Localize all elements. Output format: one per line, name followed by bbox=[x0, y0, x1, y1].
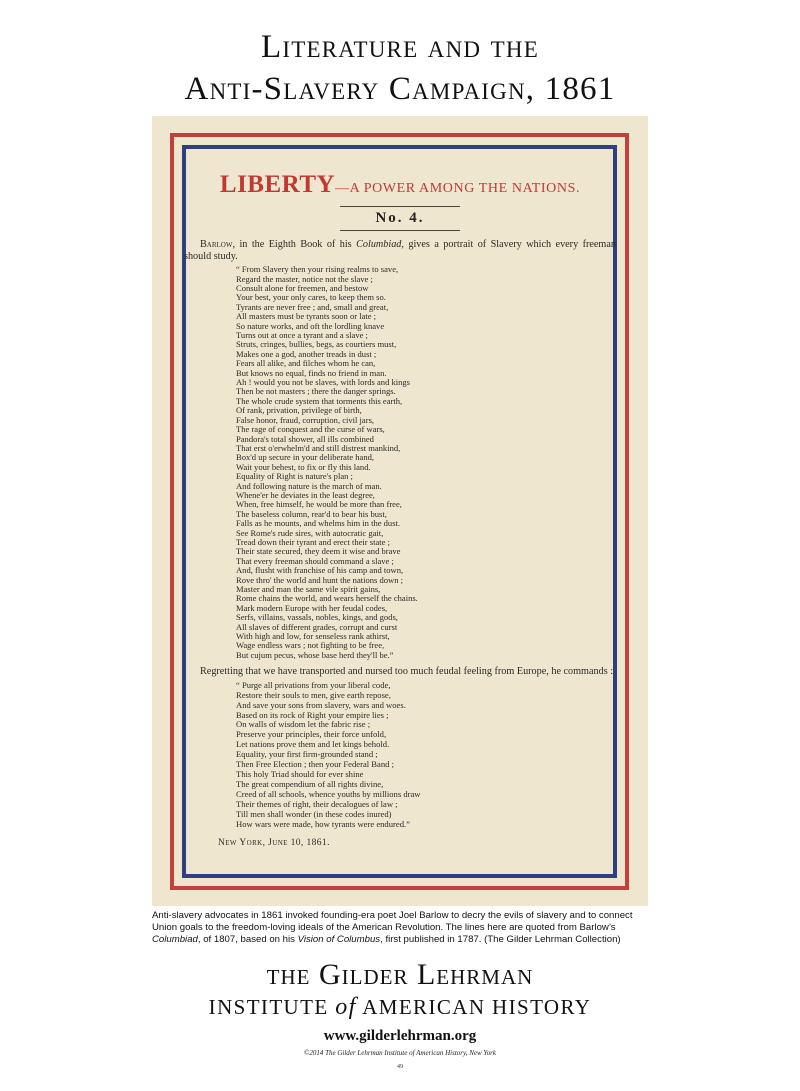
intro-lead: Barlow bbox=[200, 239, 233, 250]
caption bbox=[152, 910, 652, 946]
broadside-title bbox=[180, 172, 620, 202]
poem-line: All slaves of different grades, corrupt and curst bbox=[236, 621, 398, 632]
poem-line: This holy Triad should for ever shine bbox=[236, 769, 364, 779]
intro-text-2: , gives a portrait of Slavery which every freeman should study. bbox=[184, 239, 616, 262]
broadside-title-main: LIBERTY bbox=[219, 171, 336, 198]
poem-line: Rome chains the world, and wears herself the chains. bbox=[236, 593, 418, 604]
poem-line: Struts, cringes, bullies, begs, as courtiers must, bbox=[236, 339, 397, 350]
logo-institute-of: of bbox=[335, 994, 357, 1020]
poem-line: Preserve your principles, their force unfold, bbox=[236, 729, 387, 740]
poem-line: Creed of all schools, whence youths by millions draw bbox=[236, 788, 421, 799]
poem-line: On walls of wisdom let the fabric rise ; bbox=[236, 719, 371, 730]
poem-line: Makes one a god, another treads in dust ; bbox=[236, 348, 377, 359]
caption-italic-2: Vision of Columbus bbox=[297, 934, 381, 945]
poem-line: False honor, fraud, corruption, civil jars, bbox=[236, 414, 375, 425]
logo-institute-a: INSTITUTE bbox=[208, 995, 336, 1019]
caption-text-1: Anti-slavery advocates in 1861 invoked founding-era poet Joel Barlow to decry the evils of slavery and to connect Union goals to the freedom-loving ideals of the American Revolution. The lines here are quoted from Barlow’s bbox=[152, 910, 633, 933]
poem-line: Wage endless wars ; not fighting to be free, bbox=[236, 640, 385, 651]
website-link[interactable]: www.gilderlehrman.org bbox=[323, 1028, 477, 1044]
page-number: 49 bbox=[397, 1064, 403, 1070]
poem-line: Then Free Election ; then your Federal Band ; bbox=[236, 759, 394, 770]
poem-line: Consult alone for freemen, and bestow bbox=[236, 283, 369, 293]
poem-line: Their state secured, they deem it wise and brave bbox=[236, 546, 401, 557]
broadside-image bbox=[152, 116, 648, 906]
page-title bbox=[0, 26, 800, 110]
poem-line: But knows no equal, finds no friend in man. bbox=[236, 367, 387, 378]
poem-line: Your best, your only cares, to keep them so. bbox=[236, 292, 386, 303]
poem-line: All masters must be tyrants soon or late ; bbox=[236, 311, 377, 322]
poem-line: Tyrants are never free ; and, small and great, bbox=[236, 301, 389, 312]
number-rule bbox=[340, 230, 460, 231]
poem-line: When, free himself, he would be more than free, bbox=[236, 499, 402, 510]
caption-text-2: , of 1807, based on his bbox=[197, 934, 298, 945]
poem-line: Their themes of right, their decalogues of law ; bbox=[236, 798, 398, 809]
poem-line: Pandora's total shower, all ills combined bbox=[236, 433, 374, 444]
poem-line: The baseless column, rear'd to bear his bust, bbox=[236, 508, 387, 519]
page-title-line-2: Anti-Slavery Campaign, 1861 bbox=[184, 71, 616, 107]
poem-line: Box'd up secure in your deliberate hand, bbox=[236, 452, 375, 463]
poem-line: “ From Slavery then your rising realms to save, bbox=[236, 264, 399, 275]
poem-line: And, flusht with franchise of his camp and town, bbox=[236, 565, 404, 576]
intro-italic: Columbiad bbox=[356, 239, 402, 250]
poem-line: Then be not masters ; there the danger springs. bbox=[236, 386, 396, 397]
poem-line: So nature works, and oft the lordling knave bbox=[236, 320, 385, 331]
poem-line: How wars were made, how tyrants were endured.” bbox=[236, 818, 410, 829]
caption-text-3: , first published in 1787. (The Gilder Lehrman Collection) bbox=[380, 934, 621, 945]
poem-line: Mark modern Europe with her feudal codes, bbox=[236, 602, 388, 613]
logo-institute bbox=[0, 994, 800, 1021]
poem-line: Ah ! would you not be slaves, with lords and kings bbox=[236, 377, 411, 388]
caption-italic-1: Columbiad bbox=[152, 934, 198, 945]
logo-institute-b: AMERICAN HISTORY bbox=[356, 995, 592, 1019]
broadside-number: No. 4. bbox=[375, 210, 425, 226]
poem-line: Wait your behest, to fix or fly this land. bbox=[236, 461, 371, 472]
poem-line: Restore their souls to men, give earth repose, bbox=[236, 689, 391, 700]
poem-line: Let nations prove them and let kings behold. bbox=[236, 739, 390, 750]
poem-line: Equality of Right is nature's plan ; bbox=[236, 471, 353, 482]
page-title-line-1: Literature and the bbox=[260, 29, 539, 65]
poem-line: Tread down their tyrant and erect their state ; bbox=[236, 536, 390, 547]
poem-line: Serfs, villains, vassals, nobles, kings, and gods, bbox=[236, 612, 398, 623]
broadside-text bbox=[180, 146, 620, 884]
poem-line: Fears all alike, and filches whom he can, bbox=[236, 358, 376, 369]
poem-line: Regard the master, notice not the slave ; bbox=[236, 273, 373, 284]
intro-text-1: , in the Eighth Book of his bbox=[232, 239, 357, 250]
poem-line: And save your sons from slavery, wars and woes. bbox=[236, 699, 406, 710]
poem-line: But cujum pecus, whose base herd they'll be.” bbox=[236, 649, 394, 660]
poem-line: The great compendium of all rights divine, bbox=[236, 778, 384, 789]
middle-paragraph: Regretting that we have transported and nursed too much feudal feeling from Europe, he commands : bbox=[200, 666, 614, 678]
poem-line: The rage of conquest and the curse of wars, bbox=[236, 424, 385, 435]
poem-line: And following nature is the march of man. bbox=[236, 480, 382, 491]
poem-line: Whene'er he deviates in the least degree, bbox=[236, 489, 375, 500]
poem-line: Based on its rock of Right your empire lies ; bbox=[236, 709, 389, 720]
intro-paragraph bbox=[184, 239, 616, 262]
poem-line: Till men shall wonder (in these codes inured) bbox=[236, 808, 392, 819]
broadside-title-sub: —A POWER AMONG THE NATIONS. bbox=[335, 181, 581, 196]
dateline: New York, June 10, 1861. bbox=[218, 838, 330, 849]
poem-line: Master and man the same vile spirit gains, bbox=[236, 584, 381, 594]
poem-line: The whole crude system that torments this earth, bbox=[236, 395, 403, 406]
poem-line: Rove thro' the world and hunt the nations down ; bbox=[236, 574, 403, 585]
logo-name: the Gilder Lehrman bbox=[266, 958, 534, 991]
title-rule bbox=[340, 206, 460, 207]
poem-line: With high and low, for senseless rank athirst, bbox=[236, 631, 390, 642]
copyright: ©2014 The Gilder Lehrman Institute of American History, New York bbox=[304, 1049, 496, 1057]
poem-line: That every freeman should command a slave ; bbox=[236, 555, 394, 566]
poem-line: Equality, your first firm-grounded stand ; bbox=[236, 749, 378, 760]
poem-line: See Rome's rude sires, with autocratic gait, bbox=[236, 527, 384, 538]
poem-first bbox=[236, 265, 620, 660]
poem-line: “ Purge all privations from your liberal code, bbox=[236, 679, 391, 690]
poem-line: Of rank, privation, privilege of birth, bbox=[236, 405, 362, 416]
poem-line: That erst o'erwhelm'd and still distrest mankind, bbox=[236, 442, 401, 453]
poem-line: Turns out at once a tyrant and a slave ; bbox=[236, 330, 368, 341]
poem-second bbox=[236, 681, 620, 830]
poem-line: Falls as he mounts, and whelms him in the dust. bbox=[236, 518, 401, 529]
